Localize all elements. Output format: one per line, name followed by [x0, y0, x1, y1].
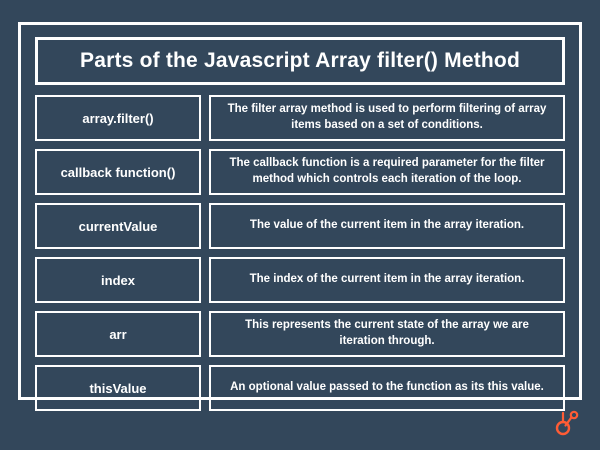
- infographic-card: [18, 22, 582, 400]
- description-cell: The value of the current item in the array iteration.: [209, 203, 565, 249]
- description-cell: This represents the current state of the array we are iteration through.: [209, 311, 565, 357]
- term-cell: array.filter(): [35, 95, 201, 141]
- term-cell: arr: [35, 311, 201, 357]
- table-row: [35, 257, 565, 303]
- description-cell: The callback function is a required parameter for the filter method which controls each iteration of the loop.: [209, 149, 565, 195]
- description-cell: The filter array method is used to perform filtering of array items based on a set of conditions.: [209, 95, 565, 141]
- sprocket-logo-icon: [552, 408, 582, 438]
- term-cell: callback function(): [35, 149, 201, 195]
- term-cell: currentValue: [35, 203, 201, 249]
- term-cell: index: [35, 257, 201, 303]
- page-title: Parts of the Javascript Array filter() Method: [80, 49, 520, 73]
- title-bar: [35, 37, 565, 85]
- table-row: [35, 203, 565, 249]
- table-row: [35, 311, 565, 357]
- description-cell: The index of the current item in the array iteration.: [209, 257, 565, 303]
- term-cell: thisValue: [35, 365, 201, 411]
- table-row: [35, 149, 565, 195]
- table-row: [35, 365, 565, 411]
- parts-table: [35, 95, 565, 411]
- description-cell: An optional value passed to the function as its this value.: [209, 365, 565, 411]
- table-row: [35, 95, 565, 141]
